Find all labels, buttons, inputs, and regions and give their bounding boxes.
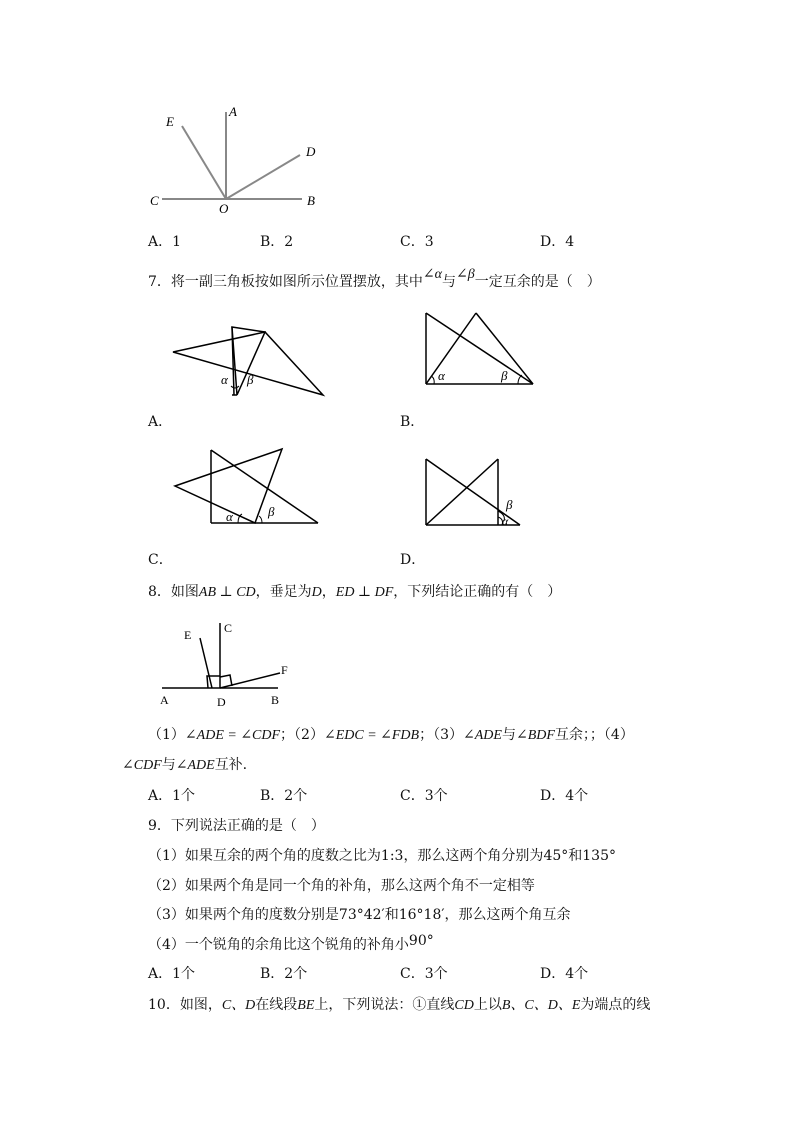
svg-text:α: α: [226, 509, 233, 524]
q6-label-c: C: [150, 193, 159, 208]
q6-label-d: D: [306, 144, 316, 159]
q7-stem: [148, 267, 601, 293]
q6-label-o: O: [219, 201, 229, 216]
q9-s1-a: 45°: [543, 848, 569, 864]
q7-stem-prefix: 7．将一副三角板按如图所示位置摆放，其中: [148, 274, 423, 290]
q6-option-a: A．1: [148, 234, 182, 250]
q9-option-a: A．1个: [148, 966, 196, 982]
svg-text:α: α: [502, 514, 509, 528]
q8-stem-suffix: ，下列结论正确的有（ ）: [393, 584, 562, 600]
svg-text:β: β: [268, 504, 275, 519]
q9-statement-3: （3）如果两个角的度数分别是73°42′和16°18′，那么这两个角互余: [148, 907, 571, 923]
svg-text:α: α: [221, 372, 228, 387]
q8-option-c: C．3个: [400, 788, 448, 804]
q6-ray-oe: [182, 126, 226, 199]
q8-stem-mid: ，垂足为: [255, 584, 312, 600]
q8-s2-math: ∠EDC = ∠FDB: [323, 728, 420, 743]
q8-s4-math2: ∠ADE: [175, 758, 215, 773]
q6-option-c: C．3: [400, 234, 434, 250]
q9-s1-b: 135°: [582, 848, 616, 864]
q8-s3-math2: ∠BDF: [515, 728, 555, 743]
q8-figure: [150, 615, 300, 710]
svg-text:F: F: [281, 663, 288, 677]
q8-s1-math: ∠ADE = ∠CDF: [184, 728, 281, 743]
q9-option-b: B．2个: [260, 966, 308, 982]
q8-statements-line1: （1）∠ADE = ∠CDF；（2）∠EDC = ∠FDB；（3）∠ADE与∠BDF互余；；（4）: [148, 727, 634, 743]
svg-text:β: β: [501, 368, 508, 383]
q9-statement-1: （1）如果互余的两个角的度数之比为1:3，那么这两个角分别为45°和135°: [148, 848, 616, 864]
q8-option-b: B．2个: [260, 788, 308, 804]
q8-statements-line2: ∠CDF与∠ADE互补.: [122, 757, 248, 773]
q10-stem: 10．如图，C、D在线段BE上，下列说法：①直线CD上以B、C、D、E为端点的线: [148, 997, 651, 1013]
q7-angle-alpha: ∠α: [422, 267, 442, 282]
q9-stem: 9．下列说法正确的是（ ）: [148, 818, 325, 834]
q8-foot-d: D: [311, 585, 322, 600]
q10-points: B、C、D、E: [501, 998, 581, 1013]
q9-option-c: C．3个: [400, 966, 448, 982]
svg-text:A: A: [160, 693, 169, 707]
q9-statement-4: （4）一个锐角的余角比这个锐角的补角小90°: [148, 933, 434, 953]
q6-figure: [140, 100, 330, 220]
q8-option-a: A．1个: [148, 788, 196, 804]
svg-text:α: α: [438, 368, 445, 383]
q8-stem: [148, 582, 561, 603]
q9-option-d: D．4个: [540, 966, 589, 982]
q7-figure-d: [420, 455, 528, 531]
q7-figure-a: [165, 322, 335, 402]
svg-text:B: B: [271, 693, 280, 707]
q10-cd: C、D: [221, 998, 256, 1013]
q7-option-b: B．: [400, 414, 425, 430]
q7-option-d: D．: [400, 552, 426, 568]
q6-label-e: E: [166, 114, 174, 129]
q10-cd2: CD: [454, 998, 474, 1013]
q9-s3-b: 16°18′: [398, 907, 445, 923]
svg-text:β: β: [247, 372, 254, 387]
q8-s4-math1: ∠CDF: [122, 758, 162, 773]
q8-math-ed-perp-df: ED ⊥ DF: [335, 585, 394, 600]
q6-label-a: A: [229, 104, 237, 119]
q8-stem-prefix: 8．如图: [148, 584, 199, 600]
q8-comma: ，: [321, 584, 336, 600]
q9-statement-2: （2）如果两个角是同一个角的补角，那么这两个角不一定相等: [148, 878, 535, 894]
q9-s1-ratio: 1:3: [380, 848, 404, 864]
q7-stem-suffix: 一定互余的是（ ）: [474, 274, 601, 290]
q7-option-a: A．: [148, 414, 173, 430]
q6-option-b: B．2: [260, 234, 294, 250]
q6-ray-od: [226, 155, 300, 199]
q6-label-b: B: [307, 193, 315, 208]
q8-math-ab-perp-cd: AB ⊥ CD: [198, 585, 256, 600]
svg-text:β: β: [506, 497, 513, 512]
q8-s3-math1: ∠ADE: [463, 728, 502, 743]
q7-figure-c: [168, 446, 326, 526]
q7-figure-b: [418, 308, 543, 388]
q7-angle-beta: ∠β: [456, 267, 475, 282]
svg-text:E: E: [184, 628, 192, 642]
q7-and: 与: [442, 274, 456, 290]
q10-be: BE: [297, 998, 315, 1013]
q8-option-d: D．4个: [540, 788, 589, 804]
q9-s4-val: 90°: [408, 933, 434, 949]
q7-option-c: C．: [148, 552, 173, 568]
q9-s3-a: 73°42′: [338, 907, 385, 923]
q6-option-d: D．4: [540, 234, 575, 250]
svg-text:C: C: [224, 621, 233, 635]
svg-text:D: D: [217, 695, 226, 709]
